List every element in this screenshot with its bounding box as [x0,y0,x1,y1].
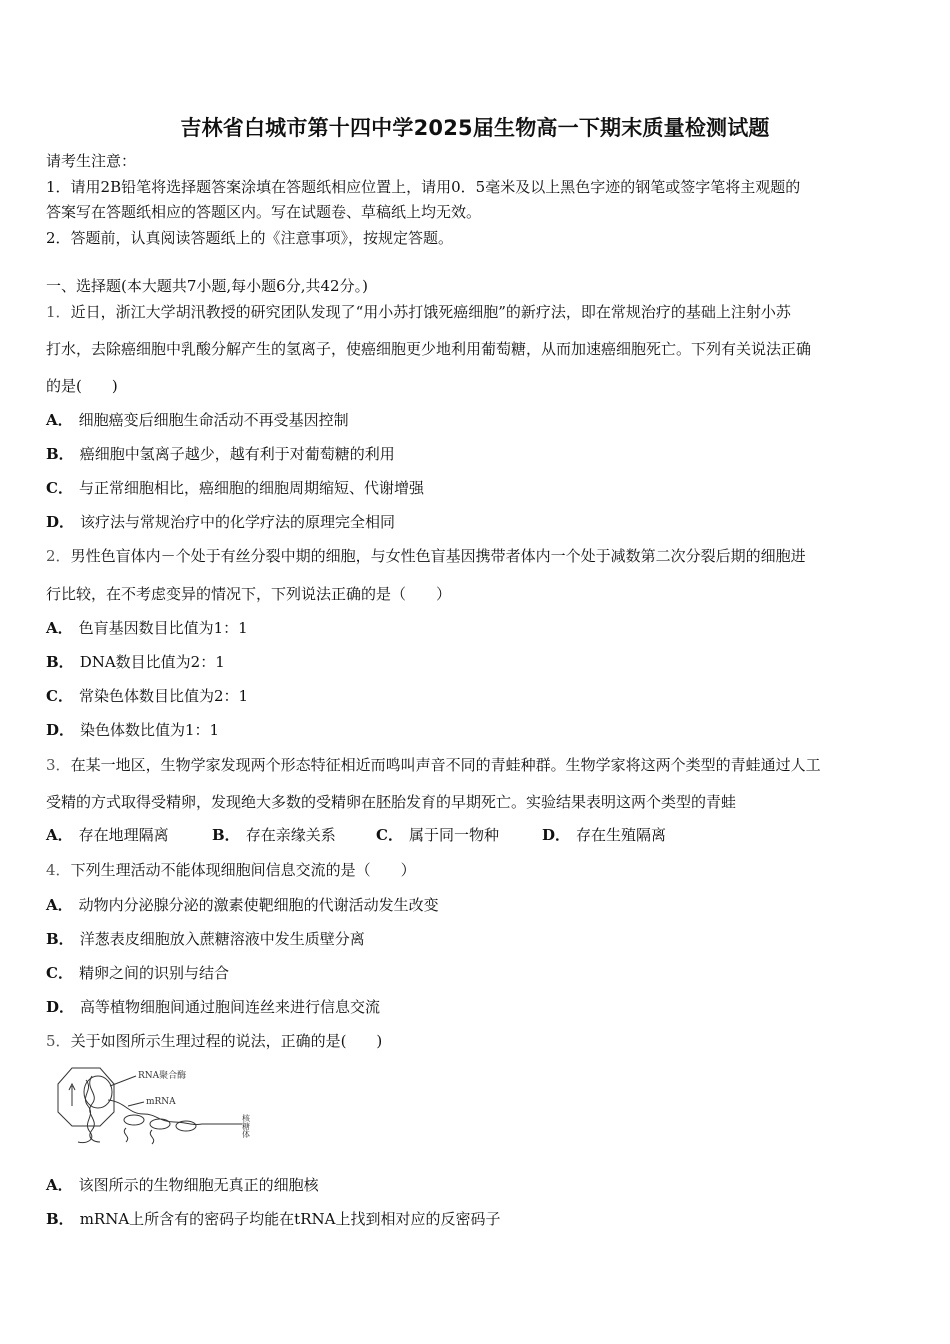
option-text: mRNA上所含有的密码子均能在tRNA上找到相对应的反密码子 [79,1210,501,1228]
notice-line: 答案写在答题纸相应的答题区内。写在试题卷、草稿纸上均无效。 [46,203,482,221]
option-b [46,929,365,949]
option-label: A． [46,1176,73,1194]
figure-label-enzyme: RNA聚合酶 [138,1071,187,1081]
option-text: 染色体数比值为1：1 [80,721,220,739]
option-text: DNA数目比值为2：1 [79,653,225,671]
question-text: 受精的方式取得受精卵，发现绝大多数的受精卵在胚胎发育的早期死亡。实验结果表明这两个类型的青蛙 [46,793,737,811]
question-text: 行比较，在不考虑变异的情况下，下列说法正确的是（ ） [46,585,452,603]
option-text: 常染色体数目比值为2：1 [78,687,249,705]
option-b [46,1209,500,1229]
question-number: 2 [46,547,56,565]
question-text: 下列生理活动不能体现细胞间信息交流的是（ ） [70,861,416,879]
option-label: B． [212,826,240,844]
question-number: 4 [46,861,56,879]
ribosome-shape [150,1119,170,1129]
option-label: A． [46,896,73,914]
question-1-stem: 1．近日，浙江大学胡汛教授的研究团队发现了“用小苏打饿死癌细胞”的新疗法，即在常规治疗的基础上注射小苏 [46,303,791,321]
option-text: 存在亲缘关系 [245,826,336,844]
option-label: B． [46,445,74,463]
option-d [46,512,395,532]
option-text: 存在生殖隔离 [576,826,667,844]
option-b [46,444,395,464]
option-d [46,720,219,740]
option-label: B． [46,1210,74,1228]
option-a [46,410,349,430]
option-b [212,825,376,845]
question-text: 男性色盲体内－个处于有丝分裂中期的细胞，与女性色盲基因携带者体内一个处于减数第二次分裂后期的细胞进 [70,547,806,565]
question-5-stem: 5．关于如图所示生理过程的说法，正确的是( ) [46,1032,383,1050]
option-label: A． [46,411,73,429]
ribosome-shape [124,1115,144,1125]
ribosome-shape [176,1121,196,1131]
option-text: 洋葱表皮细胞放入蔗糖溶液中发生质壁分离 [79,930,365,948]
option-label: C． [46,687,73,705]
notice-line: 1．请用2B铅笔将选择题答案涂填在答题纸相应位置上，请用0．5毫米及以上黑色字迹的钢笔或签字笔将主观题的 [46,178,801,196]
notice-line: 2．答题前，认真阅读答题纸上的《注意事项》，按规定答题。 [46,229,454,247]
option-label: D． [542,826,571,844]
question-text: 近日，浙江大学胡汛教授的研究团队发现了“用小苏打饿死癌细胞”的新疗法，即在常规治疗的基础上注射小苏 [70,303,791,321]
option-label: A． [46,619,73,637]
notice-heading: 请考生注意： [46,152,137,170]
question-4-stem: 4．下列生理活动不能体现细胞间信息交流的是（ ） [46,861,416,879]
question-2-stem: 2．男性色盲体内－个处于有丝分裂中期的细胞，与女性色盲基因携带者体内一个处于减数第二次分裂后期的细胞进 [46,547,806,565]
option-b [46,652,225,672]
section-heading: 一、选择题(本大题共7小题,每小题6分,共42分。) [46,277,368,295]
option-text: 动物内分泌腺分泌的激素使靶细胞的代谢活动发生改变 [78,896,439,914]
option-label: C． [46,964,73,982]
option-d [46,997,380,1017]
rna-polymerase-shape [84,1076,112,1108]
option-a [46,1175,319,1195]
option-text: 色肓基因数目比值为1：1 [78,619,248,637]
option-label: B． [46,653,74,671]
option-a [46,825,212,845]
option-c [46,963,229,983]
option-a [46,618,248,638]
option-text: 高等植物细胞间通过胞间连丝来进行信息交流 [80,998,381,1016]
option-a [46,895,439,915]
option-text: 该图所示的生物细胞无真正的细胞核 [78,1176,319,1194]
figure-label-ribosome: 核糖体 [241,1114,251,1138]
option-label: D． [46,721,75,739]
option-text: 精卵之间的识别与结合 [78,964,229,982]
option-text: 属于同一物种 [408,826,499,844]
option-row [46,825,666,845]
option-text: 与正常细胞相比，癌细胞的细胞周期缩短、代谢增强 [78,479,424,497]
option-text: 该疗法与常规治疗中的化学疗法的原理完全相同 [80,513,396,531]
question-text: 在某一地区，生物学家发现两个形态特征相近而鸣叫声音不同的青蛙种群。生物学家将这两个类型的青蛙通过人工 [70,756,821,774]
question-text: 打水，去除癌细胞中乳酸分解产生的氢离子，使癌细胞更少地利用葡萄糖，从而加速癌细胞死亡。下列有关说法正确 [46,340,812,358]
page-title: 吉林省白城市第十四中学2025届生物高一下期末质量检测试题 [180,116,770,140]
option-label: D． [46,513,75,531]
option-text: 癌细胞中氢离子越少，越有利于对葡萄糖的利用 [79,445,395,463]
option-text: 存在地理隔离 [78,826,169,844]
question-text: 的是( ) [46,377,118,395]
option-label: B． [46,930,74,948]
question-number: 3 [46,756,56,774]
question-number: 1 [46,303,56,321]
option-label: C． [376,826,403,844]
question-text: 关于如图所示生理过程的说法，正确的是( ) [70,1032,383,1050]
option-c [46,478,424,498]
option-label: C． [46,479,73,497]
option-c [376,825,542,845]
option-label: A． [46,826,73,844]
question-3-stem: 3．在某一地区，生物学家发现两个形态特征相近而鸣叫声音不同的青蛙种群。生物学家将这两个类型的青蛙通过人工 [46,756,821,774]
question-number: 5 [46,1032,56,1050]
option-c [46,686,248,706]
transcription-translation-figure [56,1062,256,1146]
option-label: D． [46,998,75,1016]
option-d [542,825,666,845]
option-text: 细胞癌变后细胞生命活动不再受基因控制 [78,411,349,429]
figure-label-mrna: mRNA [146,1097,176,1107]
